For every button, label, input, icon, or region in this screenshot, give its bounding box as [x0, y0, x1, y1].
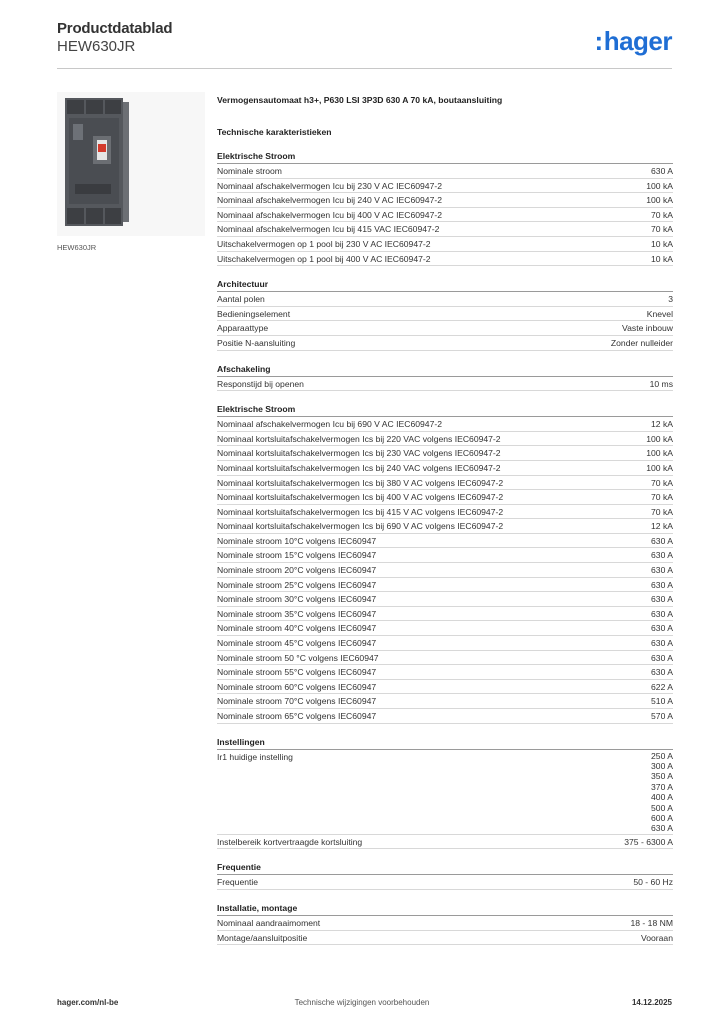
spec-row — [217, 651, 673, 666]
spec-row — [217, 377, 673, 392]
spec-value: Vaste inbouw — [622, 323, 673, 334]
spec-value: 12 kA — [651, 419, 673, 430]
spec-value: 12 kA — [651, 521, 673, 532]
spec-section — [217, 862, 673, 890]
spec-label: Nominaal kortsluitafschakelvermogen Ics bij 400 V AC volgens IEC60947-2 — [217, 492, 504, 503]
spec-content — [217, 94, 673, 945]
spec-row — [217, 336, 673, 351]
spec-row — [217, 490, 673, 505]
spec-value: 630 A — [651, 550, 673, 561]
spec-row — [217, 665, 673, 680]
image-caption: HEW630JR — [57, 243, 97, 252]
spec-value: 570 A — [651, 711, 673, 721]
spec-row — [217, 252, 673, 267]
spec-row — [217, 208, 673, 223]
footer-disclaimer: Technische wijzigingen voorbehouden — [294, 998, 430, 1007]
spec-label: Nominaal afschakelvermogen Icu bij 690 V AC IEC60947-2 — [217, 419, 442, 430]
spec-row — [217, 680, 673, 695]
spec-row — [217, 307, 673, 322]
product-code: HEW630JR — [57, 38, 136, 55]
spec-value: 18 - 18 NM — [630, 917, 673, 928]
spec-value: 375 - 6300 A — [624, 836, 673, 847]
spec-row — [217, 750, 673, 835]
spec-label: Nominaal kortsluitafschakelvermogen Ics bij 230 VAC volgens IEC60947-2 — [217, 448, 501, 459]
spec-label: Nominaal afschakelvermogen Icu bij 415 VAC IEC60947-2 — [217, 224, 440, 235]
spec-value-item: 600 A — [651, 812, 673, 823]
spec-label: Aantal polen — [217, 294, 265, 305]
spec-label: Nominale stroom 20°C volgens IEC60947 — [217, 565, 377, 576]
spec-label: Nominale stroom 55°C volgens IEC60947 — [217, 667, 377, 678]
spec-value: 50 - 60 Hz — [633, 877, 673, 888]
spec-label: Nominale stroom 45°C volgens IEC60947 — [217, 638, 377, 649]
header-divider — [57, 68, 672, 69]
section-title: Frequentie — [217, 862, 673, 875]
spec-label: Nominale stroom 60°C volgens IEC60947 — [217, 681, 377, 692]
spec-section — [217, 151, 673, 266]
spec-row — [217, 222, 673, 237]
footer-date: 14.12.2025 — [631, 998, 672, 1007]
spec-label: Nominaal afschakelvermogen Icu bij 400 V AC IEC60947-2 — [217, 209, 442, 220]
spec-row — [217, 916, 673, 931]
spec-row — [217, 321, 673, 336]
spec-value-item: 250 A — [651, 750, 673, 761]
spec-row — [217, 694, 673, 709]
technical-characteristics-title: Technische karakteristieken — [217, 127, 332, 137]
spec-label: Nominaal kortsluitafschakelvermogen Ics bij 415 V AC volgens IEC60947-2 — [217, 506, 504, 517]
spec-value — [651, 750, 673, 834]
spec-label: Nominale stroom 15°C volgens IEC60947 — [217, 550, 377, 561]
spec-value-item: 370 A — [651, 781, 673, 792]
spec-value: Knevel — [646, 308, 673, 319]
spec-label: Nominale stroom — [217, 166, 282, 176]
spec-value: 630 A — [651, 579, 673, 590]
spec-value: 70 kA — [651, 209, 673, 220]
spec-row — [217, 931, 673, 946]
spec-row — [217, 607, 673, 622]
spec-label: Uitschakelvermogen op 1 pool bij 400 V AC IEC60947-2 — [217, 253, 431, 264]
spec-row — [217, 505, 673, 520]
spec-label: Montage/aansluitpositie — [217, 932, 308, 943]
spec-row — [217, 446, 673, 461]
spec-label: Nominaal afschakelvermogen Icu bij 230 V AC IEC60947-2 — [217, 180, 442, 191]
spec-value: 630 A — [651, 667, 673, 678]
spec-row — [217, 164, 673, 179]
spec-label: Uitschakelvermogen op 1 pool bij 230 V AC IEC60947-2 — [217, 238, 431, 249]
spec-label: Nominale stroom 65°C volgens IEC60947 — [217, 711, 377, 721]
spec-value: 630 A — [651, 608, 673, 619]
spec-value: 3 — [668, 294, 673, 305]
spec-value: 100 kA — [646, 448, 673, 459]
spec-row — [217, 636, 673, 651]
spec-row — [217, 578, 673, 593]
spec-section — [217, 903, 673, 945]
spec-value: Vooraan — [640, 932, 673, 943]
spec-value: 630 A — [651, 565, 673, 576]
spec-row — [217, 835, 673, 850]
footer-website: hager.com/nl-be — [57, 998, 119, 1007]
spec-value: 630 A — [651, 535, 673, 546]
spec-row — [217, 875, 673, 890]
spec-row — [217, 476, 673, 491]
spec-value: 630 A — [651, 594, 673, 605]
spec-label: Apparaattype — [217, 323, 269, 334]
spec-value: 100 kA — [646, 433, 673, 444]
spec-label: Nominale stroom 70°C volgens IEC60947 — [217, 696, 377, 707]
section-title: Afschakeling — [217, 364, 673, 377]
spec-value: 100 kA — [646, 195, 673, 206]
spec-value: 70 kA — [651, 492, 673, 503]
spec-label: Nominale stroom 40°C volgens IEC60947 — [217, 623, 377, 634]
logo-text: hager — [603, 26, 672, 56]
spec-value: 622 A — [651, 681, 673, 692]
section-title: Elektrische Stroom — [217, 404, 673, 417]
product-image — [57, 92, 205, 236]
section-title: Installatie, montage — [217, 903, 673, 916]
section-title: Instellingen — [217, 737, 673, 750]
spec-row — [217, 621, 673, 636]
spec-value: 10 kA — [651, 253, 673, 264]
spec-row — [217, 237, 673, 252]
spec-row — [217, 461, 673, 476]
spec-label: Instelbereik kortvertraagde kortsluiting — [217, 836, 363, 847]
spec-section — [217, 737, 673, 850]
spec-label: Nominale stroom 50 °C volgens IEC60947 — [217, 652, 379, 663]
spec-label: Nominale stroom 30°C volgens IEC60947 — [217, 594, 377, 605]
section-title: Elektrische Stroom — [217, 151, 673, 164]
spec-label: Nominale stroom 25°C volgens IEC60947 — [217, 579, 377, 590]
spec-label: Positie N-aansluiting — [217, 337, 296, 348]
spec-row — [217, 417, 673, 432]
product-description: Vermogensautomaat h3+, P630 LSI 3P3D 630 A 70 kA, boutaansluiting — [217, 95, 503, 105]
spec-value: Zonder nulleider — [610, 337, 673, 348]
spec-value: 510 A — [651, 696, 673, 707]
spec-row — [217, 179, 673, 194]
spec-row — [217, 548, 673, 563]
spec-row — [217, 563, 673, 578]
spec-value-item: 350 A — [651, 771, 673, 782]
spec-section — [217, 279, 673, 350]
spec-label: Bedieningselement — [217, 308, 291, 319]
spec-value: 630 A — [651, 652, 673, 663]
spec-label: Nominaal kortsluitafschakelvermogen Ics bij 220 VAC volgens IEC60947-2 — [217, 433, 501, 444]
spec-row — [217, 519, 673, 534]
spec-value-item: 300 A — [651, 760, 673, 771]
spec-sections — [217, 151, 673, 945]
spec-label: Nominaal kortsluitafschakelvermogen Ics bij 380 V AC volgens IEC60947-2 — [217, 477, 504, 488]
spec-label: Nominale stroom 35°C volgens IEC60947 — [217, 608, 377, 619]
spec-label: Nominaal kortsluitafschakelvermogen Ics bij 240 VAC volgens IEC60947-2 — [217, 462, 501, 473]
spec-value: 10 kA — [651, 238, 673, 249]
spec-row — [217, 709, 673, 724]
spec-value-item: 400 A — [651, 792, 673, 803]
spec-label: Nominaal afschakelvermogen Icu bij 240 V AC IEC60947-2 — [217, 195, 442, 206]
spec-section — [217, 364, 673, 392]
document-title: Productdatablad — [57, 20, 173, 37]
spec-row — [217, 193, 673, 208]
spec-value: 70 kA — [651, 224, 673, 235]
spec-label: Nominale stroom 10°C volgens IEC60947 — [217, 535, 377, 546]
spec-value-item: 500 A — [651, 802, 673, 813]
spec-label: Frequentie — [217, 877, 259, 888]
circuit-breaker-illustration — [57, 92, 205, 236]
spec-section — [217, 404, 673, 723]
spec-value-item: 630 A — [651, 823, 673, 834]
spec-row — [217, 292, 673, 307]
spec-label: Nominaal aandraaimoment — [217, 917, 321, 928]
spec-label: Responstijd bij openen — [217, 378, 304, 389]
spec-row — [217, 534, 673, 549]
hager-logo: :hager — [594, 26, 672, 56]
spec-value: 630 A — [651, 623, 673, 634]
document-header — [57, 20, 172, 55]
spec-value: 630 A — [651, 166, 673, 176]
spec-value: 100 kA — [646, 462, 673, 473]
spec-label: Ir1 huidige instelling — [217, 751, 293, 762]
section-title: Architectuur — [217, 279, 673, 292]
spec-row — [217, 592, 673, 607]
spec-value: 630 A — [651, 638, 673, 649]
spec-value: 70 kA — [651, 506, 673, 517]
spec-value: 100 kA — [646, 180, 673, 191]
spec-value: 70 kA — [651, 477, 673, 488]
spec-label: Nominaal kortsluitafschakelvermogen Ics bij 690 V AC volgens IEC60947-2 — [217, 521, 504, 532]
spec-row — [217, 432, 673, 447]
spec-value: 10 ms — [649, 378, 673, 389]
